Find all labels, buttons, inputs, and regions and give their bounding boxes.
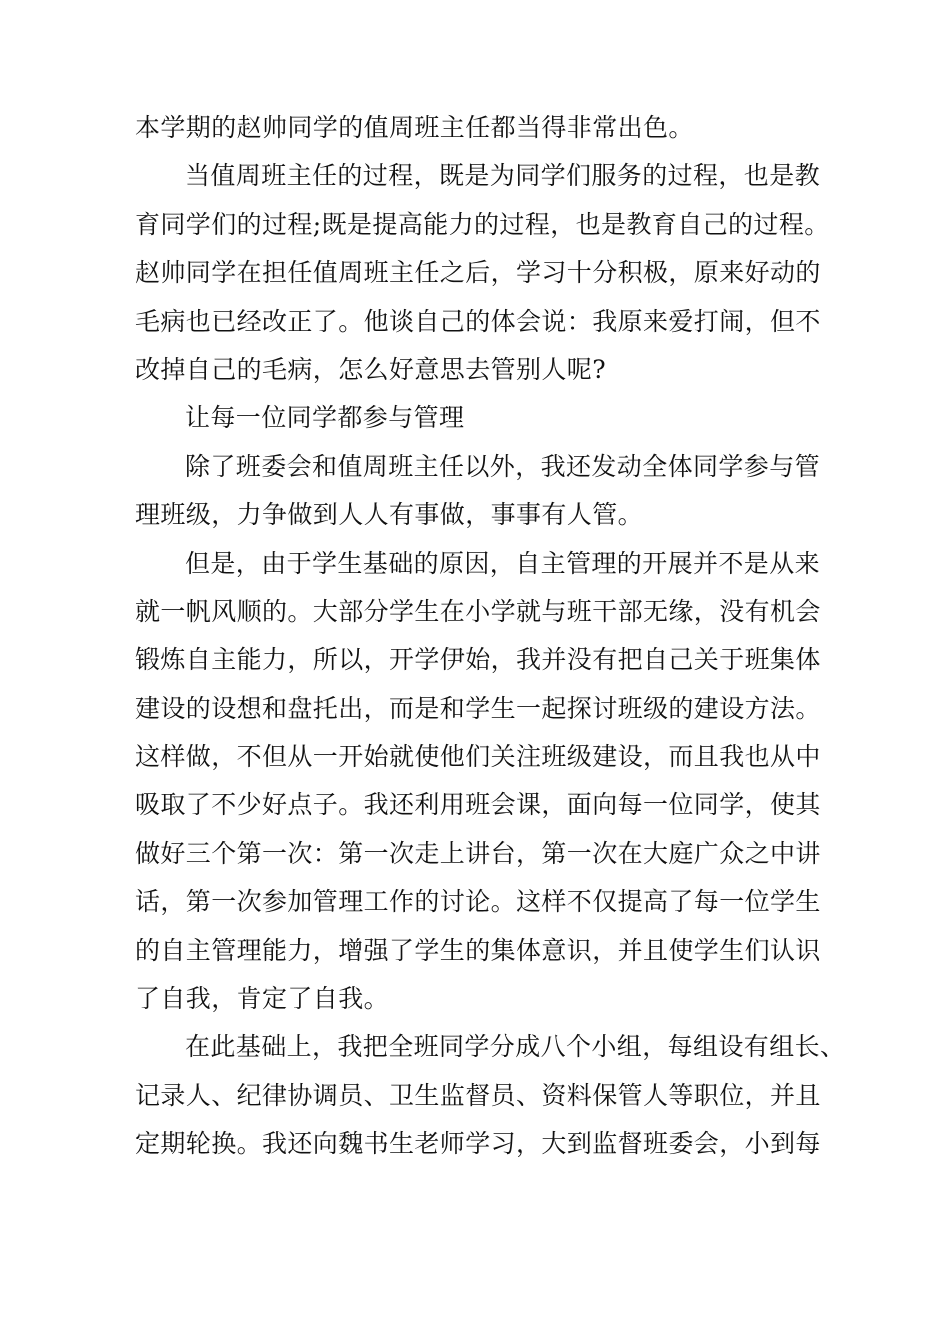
text-line: 毛病也已经改正了。他谈自己的体会说：我原来爱打闹，但不: [135, 306, 821, 336]
text-line: 了自我，肯定了自我。: [135, 984, 390, 1014]
text-line: 记录人、纪律协调员、卫生监督员、资料保管人等职位，并且: [135, 1080, 821, 1110]
text-line: 除了班委会和值周班主任以外，我还发动全体同学参与管: [185, 451, 821, 481]
text-line: 就一帆风顺的。大部分学生在小学就与班干部无缘，没有机会: [135, 596, 821, 626]
text-line: 改掉自己的毛病，怎么好意思去管别人呢?: [135, 354, 607, 384]
text-line: 话，第一次参加管理工作的讨论。这样不仅提高了每一位学生: [135, 887, 821, 917]
text-line: 本学期的赵帅同学的值周班主任都当得非常出色。: [135, 113, 694, 142]
text-line: 育同学们的过程;既是提高能力的过程，也是教育自己的过程。: [135, 209, 830, 239]
text-line: 的自主管理能力，增强了学生的集体意识，并且使学生们认识: [135, 935, 821, 965]
text-line: 赵帅同学在担任值周班主任之后，学习十分积极，原来好动的: [135, 258, 821, 288]
text-line: 当值周班主任的过程，既是为同学们服务的过程，也是教: [185, 161, 821, 191]
text-line: 吸取了不少好点子。我还利用班会课，面向每一位同学，使其: [135, 790, 821, 820]
text-line: 但是，由于学生基础的原因，自主管理的开展并不是从来: [185, 548, 821, 578]
text-line: 建设的设想和盘托出，而是和学生一起探讨班级的建设方法。: [135, 693, 821, 723]
text-line: 这样做，不但从一开始就使他们关注班级建设，而且我也从中: [135, 742, 821, 772]
text-line: 锻炼自主能力，所以，开学伊始，我并没有把自己关于班集体: [135, 645, 821, 675]
text-line: 理班级，力争做到人人有事做，事事有人管。: [135, 500, 644, 530]
document-body: [135, 104, 846, 1169]
text-line: 定期轮换。我还向魏书生老师学习，大到监督班委会，小到每: [135, 1129, 821, 1159]
text-line: 做好三个第一次：第一次走上讲台，第一次在大庭广众之中讲: [135, 838, 821, 868]
text-line: 在此基础上，我把全班同学分成八个小组，每组设有组长、: [185, 1032, 846, 1062]
section-heading: 让每一位同学都参与管理: [185, 403, 465, 433]
